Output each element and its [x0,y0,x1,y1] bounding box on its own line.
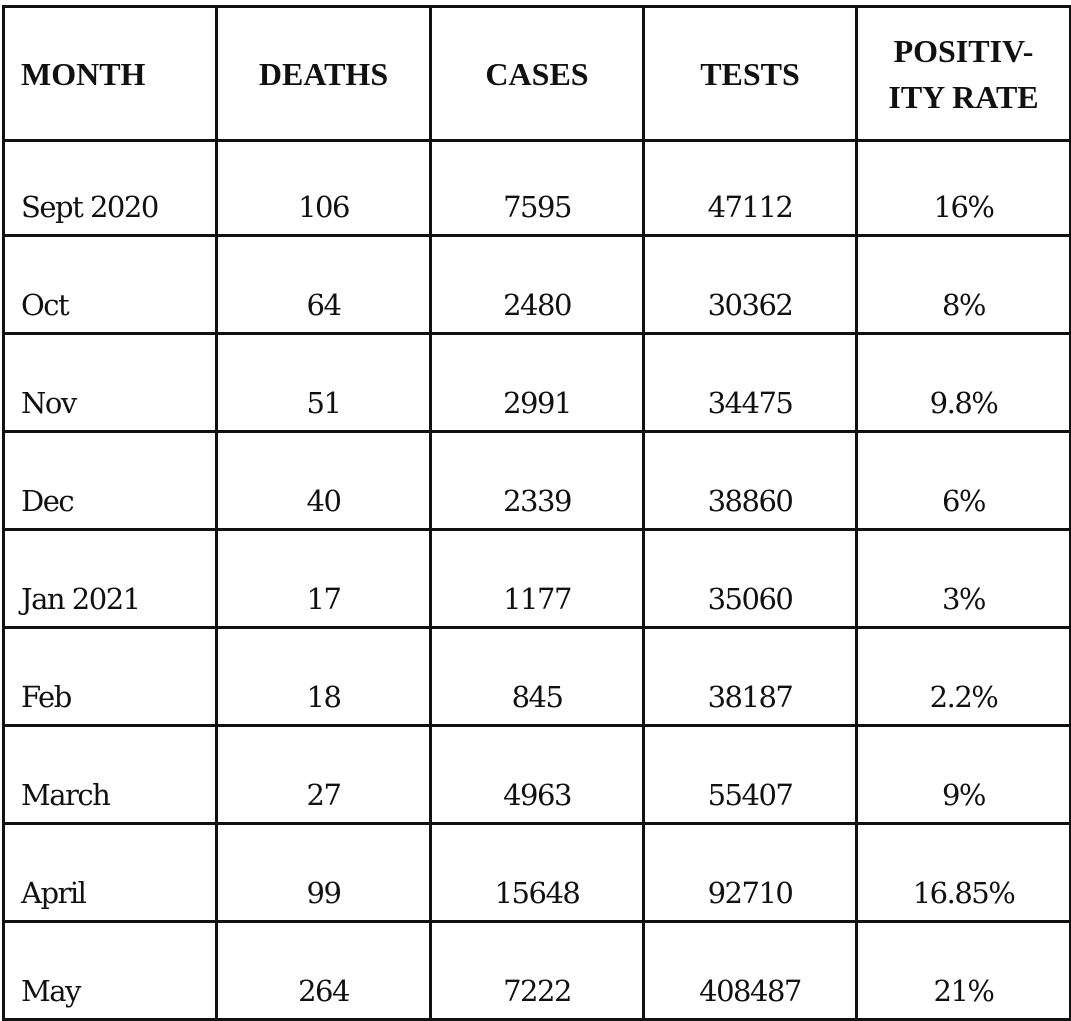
cell-month: April [4,824,217,922]
cell-month: Feb [4,628,217,726]
cell-month: Sept 2020 [4,141,217,236]
cell-positivity-rate: 9% [857,726,1071,824]
cell-month: Nov [4,334,217,432]
cell-positivity-rate: 9.8% [857,334,1071,432]
cell-cases: 15648 [431,824,644,922]
cell-tests: 34475 [644,334,857,432]
cell-cases: 4963 [431,726,644,824]
cell-cases: 2339 [431,432,644,530]
header-row [4,7,1071,141]
cell-deaths: 18 [217,628,431,726]
cell-tests: 30362 [644,236,857,334]
cell-deaths: 17 [217,530,431,628]
cell-cases: 2480 [431,236,644,334]
table-row [4,236,1071,334]
cell-cases: 7222 [431,922,644,1020]
header-positivity-rate-line2: ITY RATE [888,78,1039,115]
header-positivity-rate [857,7,1071,141]
cell-cases: 845 [431,628,644,726]
cell-cases: 2991 [431,334,644,432]
cell-tests: 35060 [644,530,857,628]
cell-deaths: 64 [217,236,431,334]
table-header [4,7,1071,141]
cell-tests: 408487 [644,922,857,1020]
table-row [4,922,1071,1020]
cell-tests: 92710 [644,824,857,922]
header-deaths: DEATHS [217,7,431,141]
cell-deaths: 99 [217,824,431,922]
cell-month: Dec [4,432,217,530]
cell-month: May [4,922,217,1020]
header-tests: TESTS [644,7,857,141]
data-table [2,5,1071,1021]
cell-positivity-rate: 2.2% [857,628,1071,726]
cell-deaths: 27 [217,726,431,824]
header-positivity-rate-line1: POSITIV- [893,32,1034,69]
table-row [4,141,1071,236]
table-row [4,432,1071,530]
table-row [4,334,1071,432]
table-row [4,530,1071,628]
cell-tests: 55407 [644,726,857,824]
cell-month: March [4,726,217,824]
cell-tests: 38860 [644,432,857,530]
cell-positivity-rate: 16.85% [857,824,1071,922]
cell-positivity-rate: 16% [857,141,1071,236]
cell-deaths: 264 [217,922,431,1020]
cell-positivity-rate: 3% [857,530,1071,628]
cell-deaths: 106 [217,141,431,236]
cell-positivity-rate: 8% [857,236,1071,334]
header-month: MONTH [4,7,217,141]
table-row [4,726,1071,824]
cell-positivity-rate: 6% [857,432,1071,530]
cell-deaths: 51 [217,334,431,432]
cell-cases: 1177 [431,530,644,628]
table-row [4,824,1071,922]
cell-tests: 47112 [644,141,857,236]
table-body [4,141,1071,1020]
cell-month: Oct [4,236,217,334]
cell-month: Jan 2021 [4,530,217,628]
data-table-container [2,5,1069,1021]
cell-positivity-rate: 21% [857,922,1071,1020]
header-cases: CASES [431,7,644,141]
cell-cases: 7595 [431,141,644,236]
cell-deaths: 40 [217,432,431,530]
table-row [4,628,1071,726]
cell-tests: 38187 [644,628,857,726]
